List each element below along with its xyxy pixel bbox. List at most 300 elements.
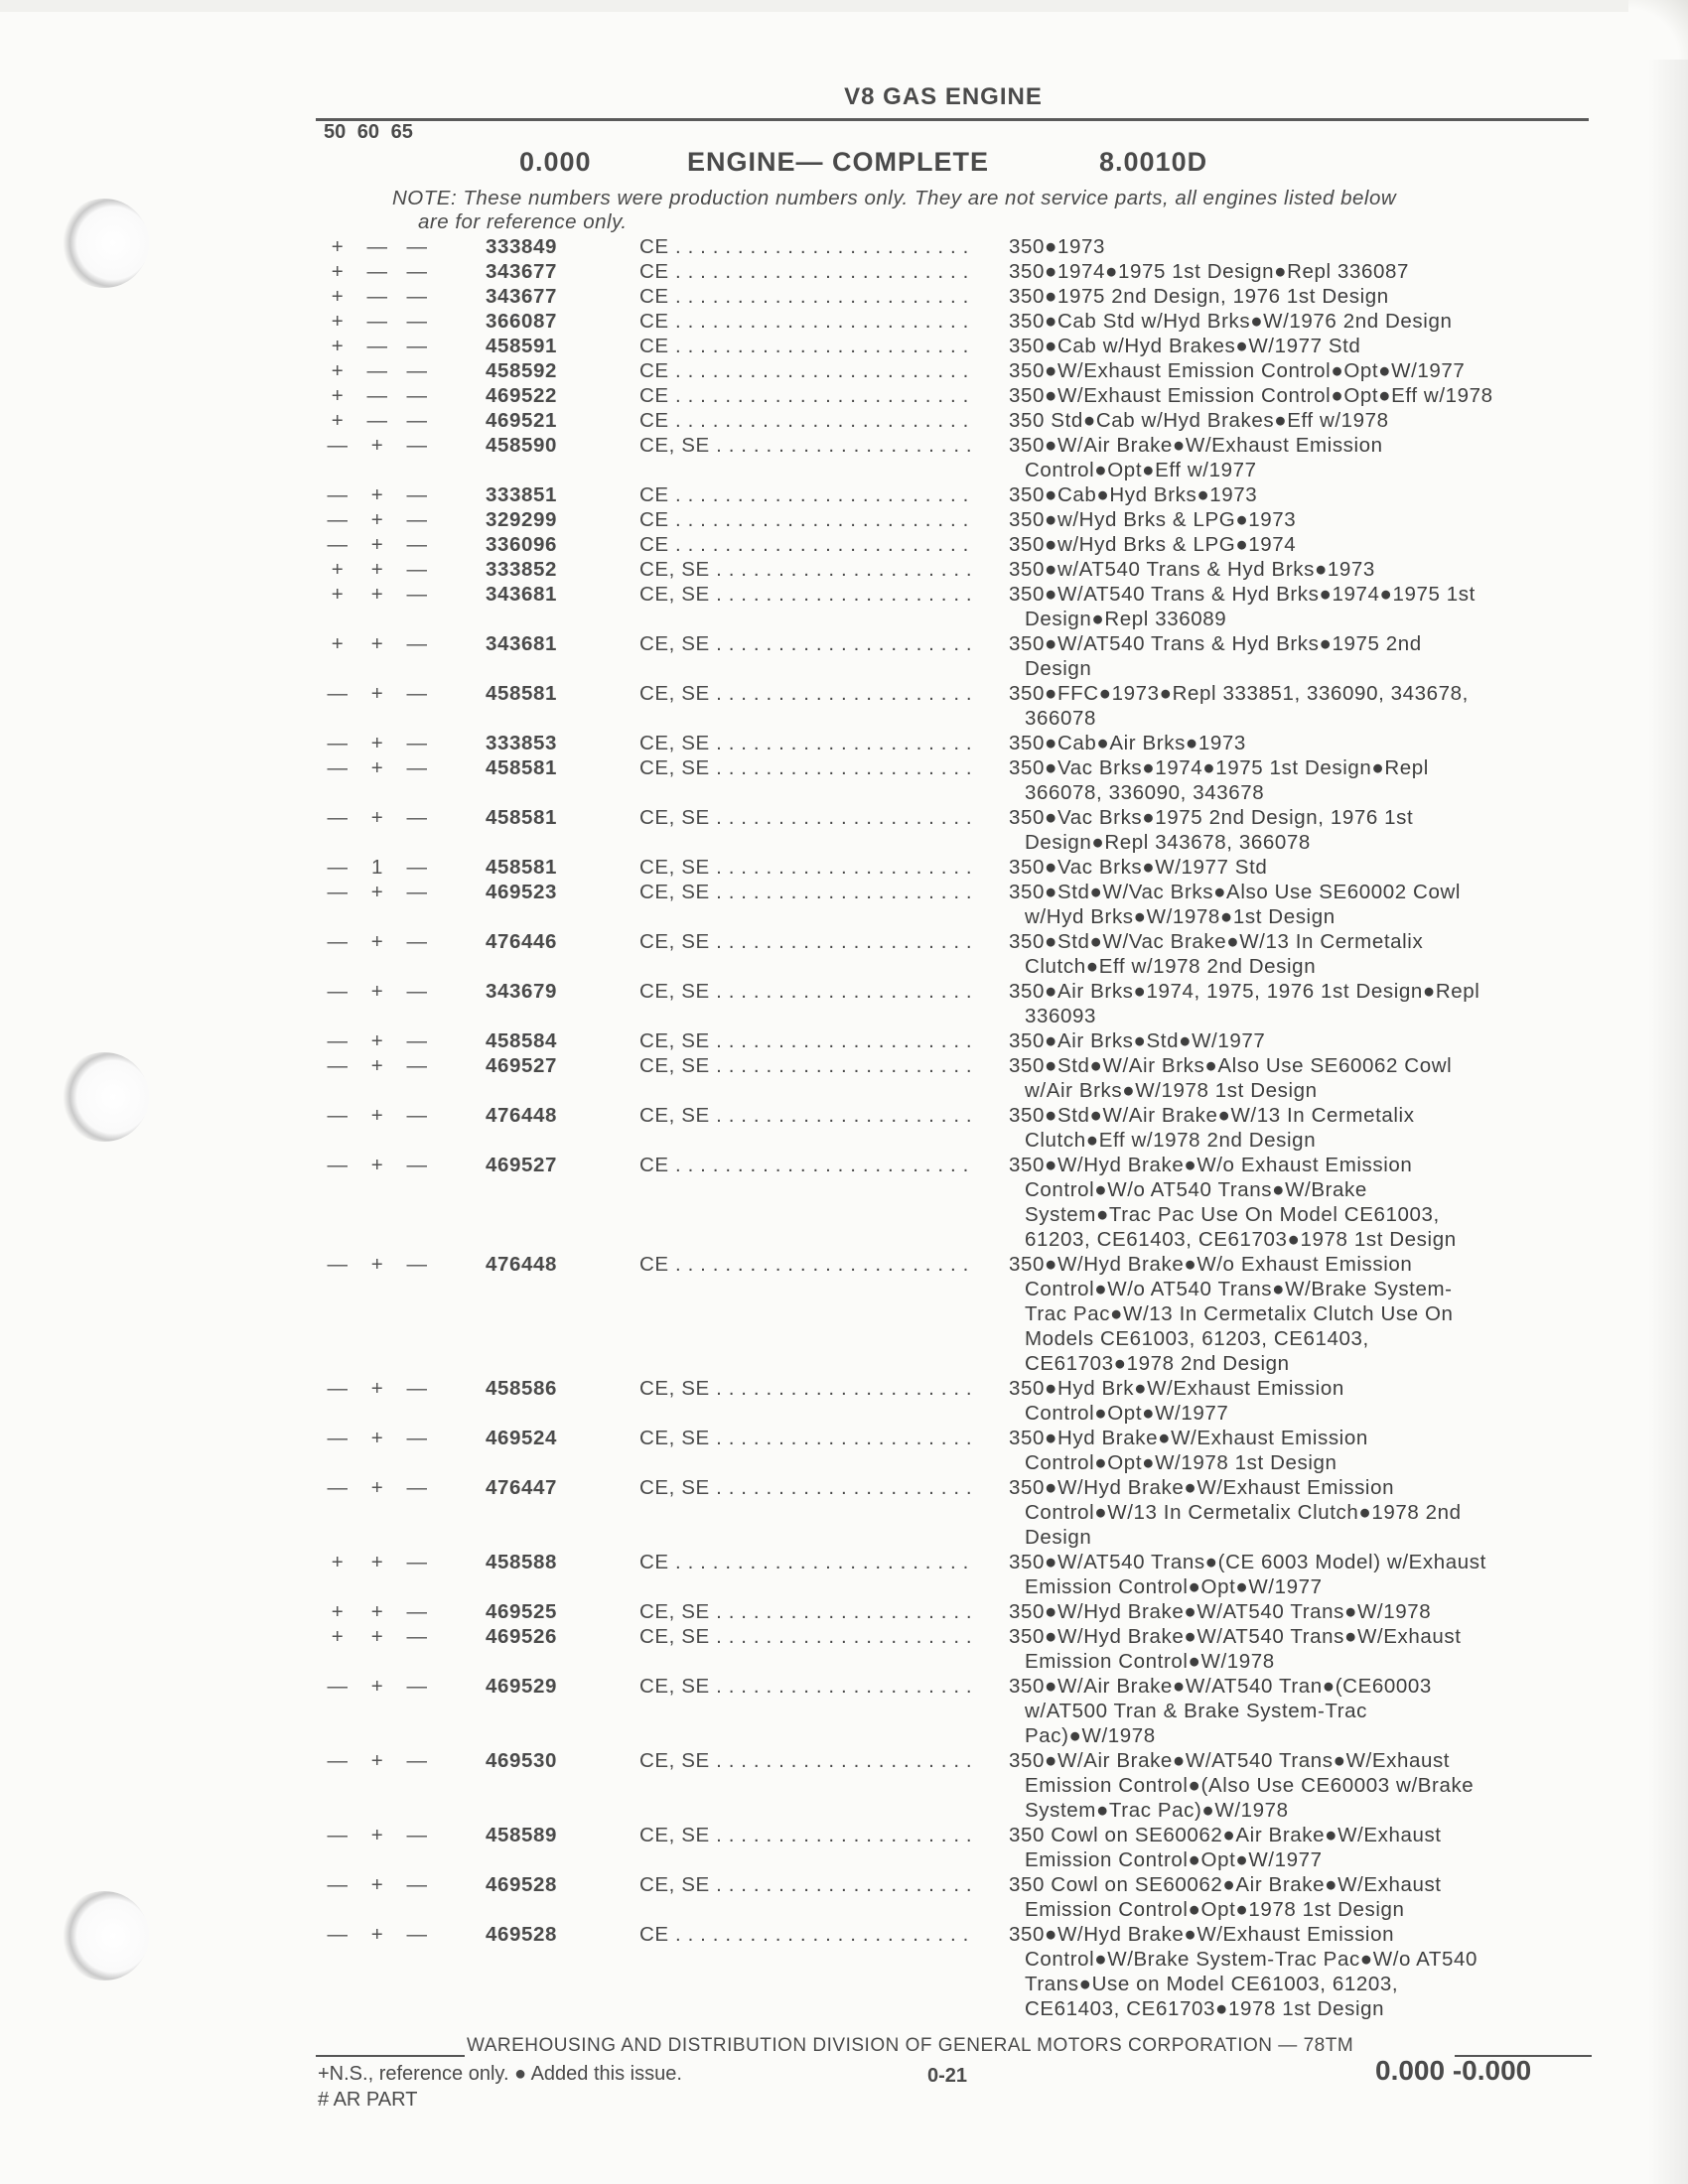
parts-row (324, 507, 1605, 532)
parts-list (324, 234, 1605, 2021)
part-description (1009, 805, 1605, 855)
usage-code: CE, SE . . . . . . . . . . . . . . . . . . . . . (639, 806, 973, 829)
description-line: 350 Std●Cab w/Hyd Brakes●Eff w/1978 (1009, 409, 1389, 432)
page-edge-shadow (1648, 0, 1688, 2184)
model-60-mark: + (370, 1551, 384, 1573)
model-65-mark: — (406, 558, 428, 581)
usage-code: CE . . . . . . . . . . . . . . . . . . . . . . . . (639, 533, 969, 556)
part-number: 343677 (486, 285, 558, 308)
model-65-mark: — (406, 384, 428, 407)
part-number: 469530 (486, 1749, 558, 1772)
model-50-mark: — (327, 930, 349, 953)
usage-code: CE, SE . . . . . . . . . . . . . . . . . . . . . (639, 1104, 973, 1127)
model-60-mark: 1 (370, 856, 383, 879)
model-50-mark: — (327, 1824, 349, 1846)
model-50-mark: + (331, 583, 345, 606)
description-line: Control●Opt●W/1977 (1025, 1402, 1229, 1425)
description-line: 366078, 336090, 343678 (1025, 781, 1265, 804)
part-description (1009, 1153, 1605, 1252)
description-line: 350●Hyd Brake●W/Exhaust Emission (1009, 1427, 1368, 1449)
parts-row (324, 755, 1605, 805)
model-60-mark: + (370, 1923, 384, 1946)
parts-row (324, 880, 1605, 929)
model-50-mark: — (327, 856, 349, 879)
parts-row (324, 631, 1605, 681)
part-number: 336096 (486, 533, 558, 556)
description-line: CE61403, CE61703●1978 1st Design (1025, 1997, 1385, 2020)
part-description (1009, 1053, 1605, 1103)
description-line: Control●W/Brake System-Trac Pac●W/o AT540 (1025, 1948, 1478, 1971)
model-65-mark: — (406, 1923, 428, 1946)
part-number: 333849 (486, 235, 558, 258)
part-number: 343677 (486, 260, 558, 283)
model-60-mark: — (366, 285, 388, 308)
model-60-mark: + (370, 806, 384, 829)
usage-code: CE . . . . . . . . . . . . . . . . . . . . . . . . (639, 285, 969, 308)
reference-note (392, 187, 1584, 234)
description-line: Emission Control●Opt●1978 1st Design (1025, 1898, 1405, 1921)
description-line: Control●Opt●Eff w/1977 (1025, 459, 1257, 481)
model-50-mark: — (327, 1154, 349, 1176)
usage-code: CE, SE . . . . . . . . . . . . . . . . . . . . . (639, 1054, 973, 1077)
model-50-mark: — (327, 533, 349, 556)
part-number: 469526 (486, 1625, 558, 1648)
parts-row (324, 482, 1605, 507)
usage-code: CE, SE . . . . . . . . . . . . . . . . . . . . . (639, 1625, 973, 1648)
usage-code: CE, SE . . . . . . . . . . . . . . . . . . . . . (639, 632, 973, 655)
model-60-mark: + (370, 1054, 384, 1077)
model-65-mark: — (406, 335, 428, 357)
description-line: Control●W/13 In Cermetalix Clutch●1978 2nd (1025, 1501, 1462, 1524)
model-60-mark: + (370, 881, 384, 903)
model-50-mark: — (327, 1029, 349, 1052)
binder-hole-top (60, 199, 149, 288)
parts-row (324, 1550, 1605, 1599)
description-line: w/Air Brks●W/1978 1st Design (1025, 1079, 1318, 1102)
description-line: 350●W/Hyd Brake●W/o Exhaust Emission (1009, 1154, 1413, 1176)
description-line: 350●Air Brks●1974, 1975, 1976 1st Design●Repl (1009, 980, 1480, 1003)
model-65-mark: — (406, 756, 428, 779)
description-line: 350●W/Exhaust Emission Control●Opt●Eff w/1978 (1009, 384, 1493, 407)
model-65-mark: — (406, 1551, 428, 1573)
model-50-mark: + (331, 235, 345, 258)
usage-code: CE, SE . . . . . . . . . . . . . . . . . . . . . (639, 1377, 973, 1400)
model-60-mark: + (370, 1377, 384, 1400)
model-65-mark: — (406, 1625, 428, 1648)
description-line: 350●Std●W/Vac Brks●Also Use SE60002 Cowl (1009, 881, 1462, 903)
description-line: Design (1025, 657, 1092, 680)
description-line: 350●W/AT540 Trans & Hyd Brks●1975 2nd (1009, 632, 1422, 655)
title-rule (316, 118, 1589, 121)
model-65-mark: — (406, 1029, 428, 1052)
part-description (1009, 731, 1605, 755)
part-description (1009, 1028, 1605, 1053)
note-line-2: are for reference only. (418, 210, 628, 233)
model-65-mark: — (406, 1600, 428, 1623)
part-number: 476447 (486, 1476, 558, 1499)
model-60-mark: + (370, 1675, 384, 1698)
description-line: 350●W/Air Brake●W/AT540 Tran●(CE60003 (1009, 1675, 1432, 1698)
model-65-mark: — (406, 1253, 428, 1276)
group-title: ENGINE— COMPLETE (687, 147, 990, 177)
description-line: Emission Control●Opt●W/1977 (1025, 1575, 1323, 1598)
part-description (1009, 557, 1605, 582)
usage-code: CE . . . . . . . . . . . . . . . . . . . . . . . . (639, 310, 969, 333)
usage-code: CE . . . . . . . . . . . . . . . . . . . . . . . . (639, 1551, 969, 1573)
part-number: 469528 (486, 1923, 558, 1946)
part-number: 469528 (486, 1873, 558, 1896)
part-number: 343679 (486, 980, 558, 1003)
part-number: 458591 (486, 335, 558, 357)
model-50-mark: + (331, 632, 345, 655)
parts-row (324, 309, 1605, 334)
model-60-mark: — (366, 310, 388, 333)
usage-code: CE, SE . . . . . . . . . . . . . . . . . . . . . (639, 1873, 973, 1896)
model-60-mark: + (370, 682, 384, 705)
description-line: 350●w/Hyd Brks & LPG●1974 (1009, 533, 1297, 556)
model-60-mark: — (366, 235, 388, 258)
part-number: 469529 (486, 1675, 558, 1698)
model-60-mark: — (366, 409, 388, 432)
description-line: CE61703●1978 2nd Design (1025, 1352, 1290, 1375)
model-50-mark: — (327, 980, 349, 1003)
group-number: 0.000 (519, 147, 592, 177)
description-line: 350●FFC●1973●Repl 333851, 336090, 343678, (1009, 682, 1469, 705)
parts-row (324, 1674, 1605, 1748)
model-50-mark: — (327, 756, 349, 779)
model-columns-header: 50 60 65 (324, 121, 413, 143)
model-65-mark: — (406, 632, 428, 655)
usage-code: CE, SE . . . . . . . . . . . . . . . . . . . . . (639, 1749, 973, 1772)
model-65-mark: — (406, 1377, 428, 1400)
part-number: 458581 (486, 856, 558, 879)
description-line: 350●W/Air Brake●W/Exhaust Emission (1009, 434, 1383, 457)
model-50-mark: — (327, 508, 349, 531)
parts-row (324, 383, 1605, 408)
description-line: 350●W/Hyd Brake●W/Exhaust Emission (1009, 1923, 1395, 1946)
part-description (1009, 259, 1605, 284)
model-50-mark: — (327, 1873, 349, 1896)
part-number: 476446 (486, 930, 558, 953)
model-65-mark: — (406, 1427, 428, 1449)
description-line: Emission Control●Opt●W/1977 (1025, 1848, 1323, 1871)
model-65-mark: — (406, 930, 428, 953)
legend-reference: +N.S., reference only. ● Added this issue. (318, 2063, 682, 2085)
description-line: System●Trac Pac)●W/1978 (1025, 1799, 1289, 1822)
model-65-mark: — (406, 1476, 428, 1499)
usage-code: CE, SE . . . . . . . . . . . . . . . . . . . . . (639, 1600, 973, 1623)
description-line: Models CE61003, 61203, CE61403, (1025, 1327, 1369, 1350)
parts-row (324, 1153, 1605, 1252)
description-line: Control●Opt●W/1978 1st Design (1025, 1451, 1337, 1474)
parts-row (324, 1872, 1605, 1922)
group-code: 8.0010D (1099, 147, 1208, 177)
part-description (1009, 532, 1605, 557)
parts-row (324, 805, 1605, 855)
parts-row (324, 681, 1605, 731)
description-line: Clutch●Eff w/1978 2nd Design (1025, 955, 1317, 978)
part-number: 469522 (486, 384, 558, 407)
model-60-mark: — (366, 335, 388, 357)
usage-code: CE, SE . . . . . . . . . . . . . . . . . . . . . (639, 682, 973, 705)
usage-code: CE, SE . . . . . . . . . . . . . . . . . . . . . (639, 856, 973, 879)
usage-code: CE, SE . . . . . . . . . . . . . . . . . . . . . (639, 1476, 973, 1499)
parts-row (324, 1748, 1605, 1823)
model-65-mark: — (406, 409, 428, 432)
part-description (1009, 358, 1605, 383)
description-line: 350●Std●W/Air Brake●W/13 In Cermetalix (1009, 1104, 1415, 1127)
part-number: 458590 (486, 434, 558, 457)
usage-code: CE, SE . . . . . . . . . . . . . . . . . . . . . (639, 434, 973, 457)
parts-row (324, 334, 1605, 358)
description-line: Design (1025, 1526, 1092, 1549)
part-description (1009, 582, 1605, 631)
parts-row (324, 532, 1605, 557)
parts-row (324, 557, 1605, 582)
parts-row (324, 358, 1605, 383)
model-65-mark: — (406, 682, 428, 705)
description-line: w/AT500 Tran & Brake System-Trac (1025, 1700, 1368, 1722)
model-50-mark: + (331, 335, 345, 357)
model-65-mark: — (406, 1154, 428, 1176)
parts-row (324, 1475, 1605, 1550)
page-title: V8 GAS ENGINE (844, 83, 1043, 110)
model-50-mark: — (327, 732, 349, 754)
model-65-mark: — (406, 359, 428, 382)
usage-code: CE, SE . . . . . . . . . . . . . . . . . . . . . (639, 1675, 973, 1698)
model-60-mark: + (370, 1427, 384, 1449)
parts-row (324, 408, 1605, 433)
usage-code: CE, SE . . . . . . . . . . . . . . . . . . . . . (639, 756, 973, 779)
part-description (1009, 929, 1605, 979)
model-50-mark: — (327, 1675, 349, 1698)
usage-code: CE . . . . . . . . . . . . . . . . . . . . . . . . (639, 1923, 969, 1946)
model-50-mark: — (327, 806, 349, 829)
model-60-mark: + (370, 1476, 384, 1499)
model-65-mark: — (406, 533, 428, 556)
description-line: 350●1973 (1009, 235, 1105, 258)
part-number: 476448 (486, 1253, 558, 1276)
part-number: 333851 (486, 483, 558, 506)
description-line: 350●Air Brks●Std●W/1977 (1009, 1029, 1266, 1052)
model-60-mark: + (370, 756, 384, 779)
page-curl (1628, 0, 1688, 60)
parts-row (324, 929, 1605, 979)
part-description (1009, 234, 1605, 259)
model-50-mark: — (327, 1749, 349, 1772)
part-number: 469523 (486, 881, 558, 903)
usage-code: CE . . . . . . . . . . . . . . . . . . . . . . . . (639, 260, 969, 283)
usage-code: CE . . . . . . . . . . . . . . . . . . . . . . . . (639, 1253, 969, 1276)
description-line: 350●W/AT540 Trans & Hyd Brks●1974●1975 1st (1009, 583, 1476, 606)
part-description (1009, 855, 1605, 880)
model-60-mark: — (366, 384, 388, 407)
parts-row (324, 1599, 1605, 1624)
description-line: 350 Cowl on SE60062●Air Brake●W/Exhaust (1009, 1873, 1442, 1896)
parts-row (324, 1252, 1605, 1376)
model-60-mark: + (370, 1154, 384, 1176)
description-line: 350●Std●W/Air Brks●Also Use SE60062 Cowl (1009, 1054, 1453, 1077)
description-line: Trac Pac●W/13 In Cermetalix Clutch Use On (1025, 1302, 1454, 1325)
usage-code: CE . . . . . . . . . . . . . . . . . . . . . . . . (639, 235, 969, 258)
model-60-mark: + (370, 930, 384, 953)
model-50-mark: + (331, 558, 345, 581)
part-description (1009, 1426, 1605, 1475)
description-line: Design●Repl 343678, 366078 (1025, 831, 1311, 854)
part-number: 469521 (486, 409, 558, 432)
model-65-mark: — (406, 260, 428, 283)
usage-code: CE . . . . . . . . . . . . . . . . . . . . . . . . (639, 483, 969, 506)
model-60-mark: + (370, 1104, 384, 1127)
part-number: 458581 (486, 806, 558, 829)
usage-code: CE . . . . . . . . . . . . . . . . . . . . . . . . (639, 1154, 969, 1176)
part-description (1009, 880, 1605, 929)
model-65-mark: — (406, 1824, 428, 1846)
model-60-mark: + (370, 483, 384, 506)
parts-row (324, 284, 1605, 309)
part-number: 458581 (486, 756, 558, 779)
model-50-mark: — (327, 1427, 349, 1449)
part-description (1009, 1872, 1605, 1922)
footer-rule-left (316, 2055, 465, 2057)
model-50-mark: — (327, 1253, 349, 1276)
model-65-mark: — (406, 1054, 428, 1077)
description-line: Trans●Use on Model CE61003, 61203, (1025, 1973, 1399, 1995)
usage-code: CE, SE . . . . . . . . . . . . . . . . . . . . . (639, 1427, 973, 1449)
model-65-mark: — (406, 980, 428, 1003)
model-60-mark: + (370, 434, 384, 457)
part-description (1009, 383, 1605, 408)
part-description (1009, 755, 1605, 805)
part-number: 469527 (486, 1054, 558, 1077)
part-description (1009, 1550, 1605, 1599)
model-65-mark: — (406, 508, 428, 531)
part-number: 343681 (486, 632, 558, 655)
usage-code: CE . . . . . . . . . . . . . . . . . . . . . . . . (639, 508, 969, 531)
part-number: 476448 (486, 1104, 558, 1127)
model-65-mark: — (406, 310, 428, 333)
parts-row (324, 1922, 1605, 2021)
description-line: w/Hyd Brks●W/1978●1st Design (1025, 905, 1336, 928)
description-line: 350●W/Exhaust Emission Control●Opt●W/1977 (1009, 359, 1466, 382)
part-number: 458584 (486, 1029, 558, 1052)
page-number: 0-21 (927, 2065, 968, 2087)
model-60-mark: + (370, 980, 384, 1003)
model-50-mark: — (327, 1476, 349, 1499)
description-line: Pac)●W/1978 (1025, 1724, 1156, 1747)
model-60-mark: + (370, 1873, 384, 1896)
model-65-mark: — (406, 1873, 428, 1896)
model-50-mark: + (331, 1551, 345, 1573)
model-65-mark: — (406, 1749, 428, 1772)
description-line: Emission Control●W/1978 (1025, 1650, 1275, 1673)
usage-code: CE, SE . . . . . . . . . . . . . . . . . . . . . (639, 732, 973, 754)
model-65-mark: — (406, 1675, 428, 1698)
description-line: 350●W/Hyd Brake●W/AT540 Trans●W/Exhaust (1009, 1625, 1462, 1648)
page-edge (0, 0, 1688, 12)
part-description (1009, 1252, 1605, 1376)
part-description (1009, 979, 1605, 1028)
parts-row (324, 433, 1605, 482)
usage-code: CE, SE . . . . . . . . . . . . . . . . . . . . . (639, 1824, 973, 1846)
description-line: 350 Cowl on SE60062●Air Brake●W/Exhaust (1009, 1824, 1442, 1846)
part-description (1009, 284, 1605, 309)
model-65-mark: — (406, 806, 428, 829)
footer-division: WAREHOUSING AND DISTRIBUTION DIVISION OF GENERAL MOTORS CORPORATION — 78TM (467, 2035, 1354, 2056)
description-line: Emission Control●(Also Use CE60003 w/Brake (1025, 1774, 1475, 1797)
model-50-mark: — (327, 1923, 349, 1946)
part-description (1009, 1103, 1605, 1153)
description-line: 350●Cab Std w/Hyd Brks●W/1976 2nd Design (1009, 310, 1453, 333)
model-60-mark: + (370, 632, 384, 655)
parts-row (324, 731, 1605, 755)
model-65-mark: — (406, 732, 428, 754)
model-60-mark: + (370, 1824, 384, 1846)
model-50-mark: — (327, 682, 349, 705)
description-line: 350●w/Hyd Brks & LPG●1973 (1009, 508, 1297, 531)
model-65-mark: — (406, 881, 428, 903)
description-line: System●Trac Pac Use On Model CE61003, (1025, 1203, 1440, 1226)
model-65-mark: — (406, 483, 428, 506)
description-line: 350●Vac Brks●1975 2nd Design, 1976 1st (1009, 806, 1414, 829)
model-65-mark: — (406, 434, 428, 457)
usage-code: CE . . . . . . . . . . . . . . . . . . . . . . . . (639, 335, 969, 357)
model-50-mark: + (331, 260, 345, 283)
description-line: 336093 (1025, 1005, 1097, 1027)
description-line: 350●W/Air Brake●W/AT540 Trans●W/Exhaust (1009, 1749, 1451, 1772)
description-line: 61203, CE61403, CE61703●1978 1st Design (1025, 1228, 1457, 1251)
description-line: 350●W/AT540 Trans●(CE 6003 Model) w/Exhaust (1009, 1551, 1486, 1573)
part-number: 458581 (486, 682, 558, 705)
description-line: 350●Cab●Air Brks●1973 (1009, 732, 1246, 754)
model-50-mark: + (331, 285, 345, 308)
part-description (1009, 482, 1605, 507)
part-description (1009, 1823, 1605, 1872)
parts-row (324, 979, 1605, 1028)
model-50-mark: + (331, 310, 345, 333)
model-65-mark: — (406, 285, 428, 308)
model-50-mark: — (327, 1104, 349, 1127)
description-line: Control●W/o AT540 Trans●W/Brake System- (1025, 1278, 1453, 1300)
usage-code: CE, SE . . . . . . . . . . . . . . . . . . . . . (639, 1029, 973, 1052)
description-line: 350●w/AT540 Trans & Hyd Brks●1973 (1009, 558, 1375, 581)
part-description (1009, 1674, 1605, 1748)
model-65-mark: — (406, 856, 428, 879)
part-description (1009, 631, 1605, 681)
part-number: 333852 (486, 558, 558, 581)
part-number: 469527 (486, 1154, 558, 1176)
model-50-mark: — (327, 434, 349, 457)
parts-row (324, 1823, 1605, 1872)
part-number: 458589 (486, 1824, 558, 1846)
model-50-mark: — (327, 1054, 349, 1077)
part-description (1009, 1376, 1605, 1426)
parts-row (324, 1103, 1605, 1153)
description-line: 350●W/Hyd Brake●W/o Exhaust Emission (1009, 1253, 1413, 1276)
model-60-mark: + (370, 732, 384, 754)
part-description (1009, 681, 1605, 731)
model-65-mark: — (406, 583, 428, 606)
legend-ar-part: # AR PART (318, 2089, 418, 2111)
part-description (1009, 1599, 1605, 1624)
model-60-mark: — (366, 359, 388, 382)
description-line: 350●Vac Brks●1974●1975 1st Design●Repl (1009, 756, 1429, 779)
part-description (1009, 408, 1605, 433)
model-60-mark: + (370, 558, 384, 581)
part-description (1009, 1475, 1605, 1550)
part-number: 458588 (486, 1551, 558, 1573)
part-number: 469524 (486, 1427, 558, 1449)
